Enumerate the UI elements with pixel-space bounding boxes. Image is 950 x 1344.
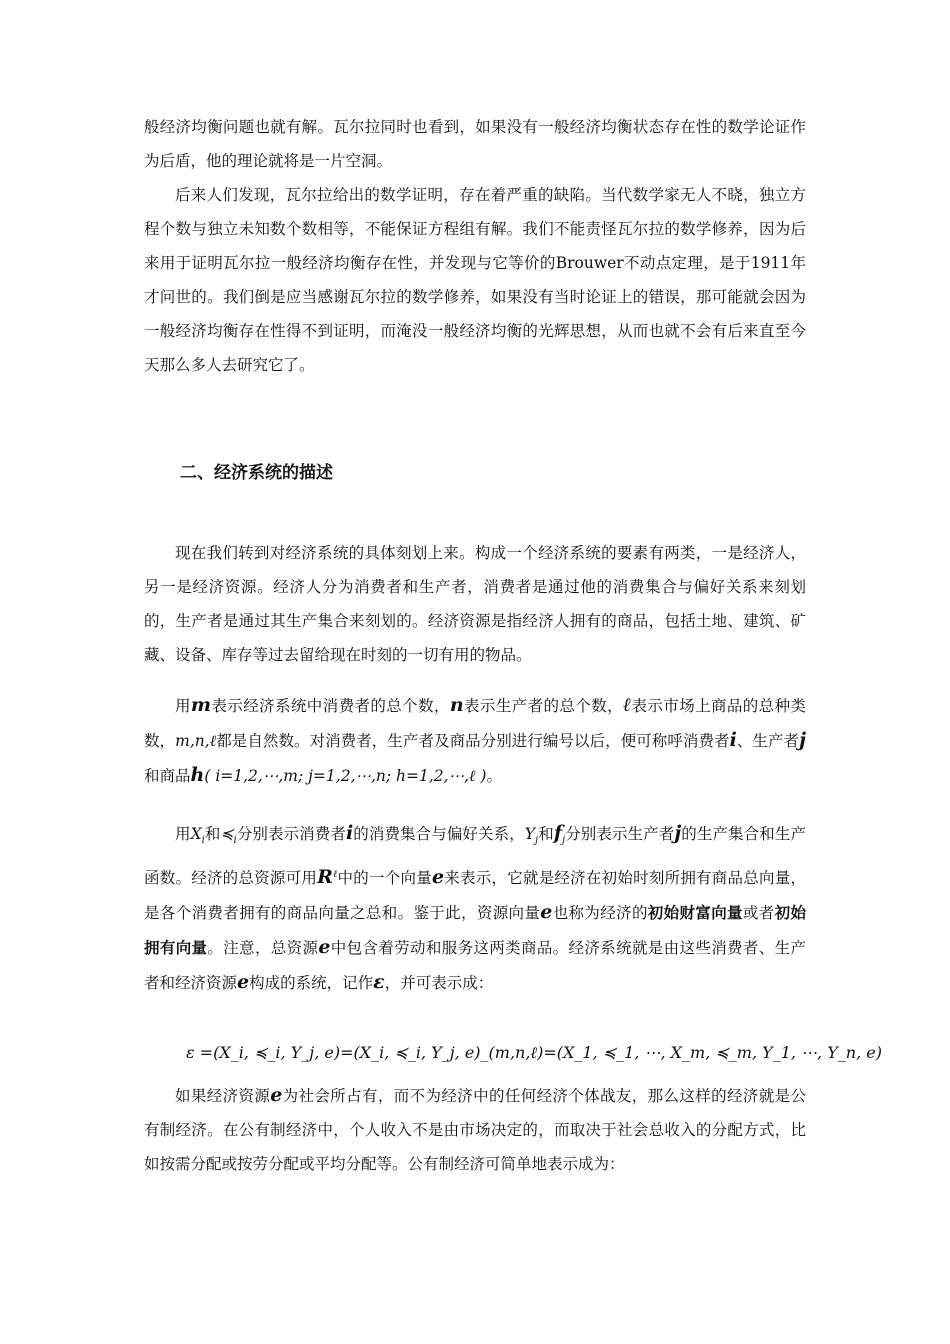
math-Xi: $X_i$ <box>190 825 205 847</box>
p6-text-a: 如果经济资源 <box>175 1087 271 1105</box>
p4-text-e: 都是自然数。对消费者，生产者及商品分别进行编号以后，便可称呼消费者 <box>216 732 730 750</box>
section-heading: 二、经济系统的描述 <box>180 463 333 483</box>
math-ell: ℓ <box>623 694 632 716</box>
economy-formula: ε =(X_i, ≼_i, Y_j, e)=(X_i, ≼_i, Y_j, e)_(m,n,ℓ)=(X_1, ≼_1, ⋯, X_m, ≼_m, Y_1, ⋯, Y_n, e) <box>186 1043 882 1062</box>
math-e-2: e <box>540 901 553 924</box>
paragraph-6 <box>144 1078 806 1181</box>
math-e-5: e <box>270 1084 283 1106</box>
p5-text-e: 和 <box>538 825 554 843</box>
term-initial-wealth: 初始财富向量 <box>647 903 743 923</box>
p4-text-d: 表示市场上商品的总种类数， <box>144 697 806 750</box>
p5-text-m: 中包含着劳动和服务这两类商品。经济系统就是由这些消费者、生产者和经济资源 <box>144 939 806 993</box>
math-R-ell: $R^\ell$ <box>317 866 338 889</box>
p5-text-l: 。注意，总资源 <box>207 939 319 958</box>
paragraph-5 <box>144 816 806 1000</box>
p5-text-i: 来表示，它就是经济在初始时刻所拥有商品总向量，是各个消费者拥有的商品向量之总和。鉴于此，资源向量 <box>144 869 806 923</box>
math-fj: $f_j$ <box>553 822 566 847</box>
math-h: h <box>190 764 205 786</box>
math-e-3: e <box>318 936 331 959</box>
p4-text-g: 和商品 <box>144 767 191 785</box>
math-e-4: e <box>237 971 250 994</box>
p6-text-b: 为社会所占有，而不为经济中的任何经济个体战友，那么这样的经济就是公有制经济。在公有制经济中，个人收入不是由市场决定的，而取决于社会总收入的分配方式，比如按需分配或按劳分配或平均分配等。公有制经济可简单地表示成为： <box>144 1087 806 1173</box>
p4-text-h: 。 <box>486 767 502 785</box>
p5-text-k: 或者 <box>742 904 775 923</box>
p4-text-f: 、生产者 <box>736 732 800 750</box>
p5-text-n: 构成的系统，记作 <box>249 974 374 993</box>
term-initial-endowment: 初始拥有向量 <box>144 903 806 958</box>
p4-text-a: 用 <box>175 697 191 715</box>
math-i: i <box>729 729 737 751</box>
p5-text-h: 中的一个向量 <box>337 869 432 888</box>
p5-text-a: 用 <box>175 825 191 843</box>
p5-text-g: 的生产集合和生产函数。经济的总资源可用 <box>144 825 806 888</box>
math-j-2: j <box>674 822 682 844</box>
math-mnl: m,n,ℓ <box>175 732 217 750</box>
math-e-1: e <box>431 866 445 889</box>
p5-text-d: 的消费集合与偏好关系， <box>353 825 525 843</box>
math-j: j <box>799 729 806 751</box>
math-i-2: i <box>345 822 354 844</box>
p4-text-c: 表示生产者的总个数， <box>463 697 623 715</box>
math-Yj: $Y_j$ <box>524 825 539 847</box>
math-index-range: ( i=1,2,⋯,m; j=1,2,⋯,n; h=1,2,⋯,ℓ ) <box>204 767 487 785</box>
paragraph-1: 般经济均衡问题也就有解。瓦尔拉同时也看到，如果没有一般经济均衡状态存在性的数学论证作为后盾，他的理论就将是一片空洞。 <box>144 118 806 170</box>
p5-text-j: 也称为经济的 <box>552 904 648 923</box>
math-E: ε <box>373 971 385 994</box>
p5-text-o: ，并可表示成： <box>384 974 494 993</box>
math-m: m <box>190 694 212 716</box>
p5-text-f: 分别表示生产者 <box>565 825 675 843</box>
p5-text-b: 和 <box>204 825 221 843</box>
math-n: n <box>449 694 464 716</box>
math-pref-i: $≼_i$ <box>220 825 237 847</box>
paragraph-3: 现在我们转到对经济系统的具体刻划上来。构成一个经济系统的要素有两类，一是经济人，另一是经济资源。经济人分为消费者和生产者，消费者是通过他的消费集合与偏好关系来刻划的，生产者是通过其生产集合来刻划的。经济资源是指经济人拥有的商品，包括土地、建筑、矿藏、设备、库存等过去留给现在时刻的一切有用的物品。 <box>144 544 806 664</box>
paragraph-4 <box>144 688 806 793</box>
paragraph-2: 后来人们发现，瓦尔拉给出的数学证明，存在着严重的缺陷。当代数学家无人不晓，独立方程个数与独立未知数个数相等，不能保证方程组有解。我们不能责怪瓦尔拉的数学修养，因为后来用于证明瓦尔拉一般经济均衡存在性，并发现与它等价的Brouwer不动点定理，是于1911年才问世的。我们倒是应当感谢瓦尔拉的数学修养，如果没有当时论证上的错误，那可能就会因为一般经济均衡存在性得不到证明，而淹没一般经济均衡的光辉思想，从而也就不会有后来直至今天那么多人去研究它了。 <box>144 186 806 374</box>
p5-text-c: 分别表示消费者 <box>236 825 346 843</box>
p4-text-b: 表示经济系统中消费者的总个数， <box>211 697 450 715</box>
